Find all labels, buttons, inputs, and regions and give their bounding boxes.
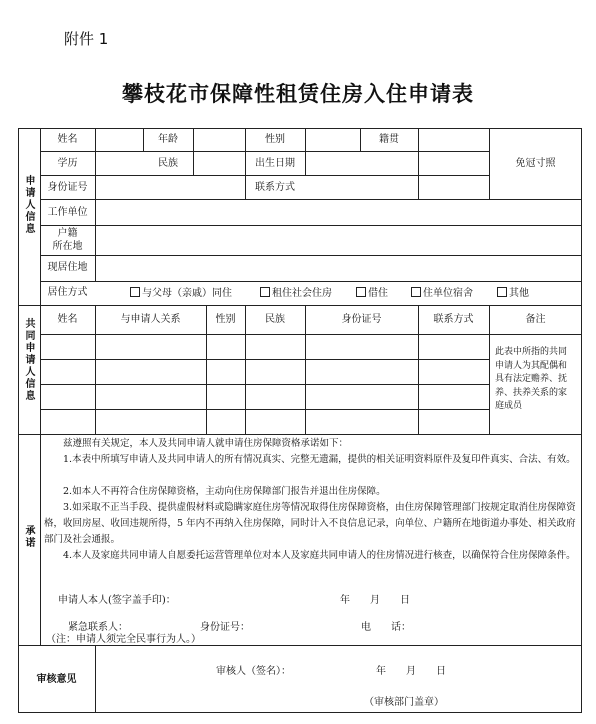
co-header-contact: 联系方式 xyxy=(433,314,474,325)
education-label: 学历 xyxy=(57,158,78,169)
commitment-item-3: 3.如采取不正当手段、提供虚假材料或隐瞒家庭住房等情况取得住房保障资格，由住房保障管理部门按规定取消住房保障资格，收回房屋、收回违规所得，5 年内不再纳入住房保障，同时计入不良信息记录，向单位、户籍所在地街道办事处、相关政府部门及社会通报。 xyxy=(44,502,576,545)
co-header-relation: 与申请人关系 xyxy=(120,314,181,325)
checkbox-icon xyxy=(130,287,140,297)
current-address-label: 现居住地 xyxy=(47,262,88,273)
photo-placeholder: 免冠寸照 xyxy=(515,158,556,169)
commitment-intro: 兹遵照有关规定，本人及共同申请人就申请住房保障资格承诺如下： xyxy=(63,438,349,449)
employer-label: 工作单位 xyxy=(47,207,88,218)
commitment-footnote: （注：申请人须完全民事行为人。） xyxy=(46,634,201,645)
commitment-item-1: 1.本表中所填写申请人及共同申请人的所有情况真实、完整无遗漏，提供的相关证明资料原件及复印件真实、合法、有效。 xyxy=(63,454,576,465)
emergency-contact-label: 紧急联系人： xyxy=(68,622,128,633)
option-borrowed-housing[interactable]: 借住 xyxy=(356,287,388,300)
co-applicant-note: 此表中所指的共同申请人为其配偶和具有法定赡养、抚养、扶养关系的家庭成员 xyxy=(495,347,568,411)
native-place-label: 籍贯 xyxy=(379,134,399,145)
application-form-table xyxy=(18,128,583,714)
age-label: 年龄 xyxy=(158,134,178,145)
gender-label: 性别 xyxy=(265,134,285,145)
option-rent-social-housing[interactable]: 租住社会住房 xyxy=(260,287,332,300)
checkbox-icon xyxy=(260,287,270,297)
id-number-label: 身份证号 xyxy=(47,182,88,193)
review-date: 年 月 日 xyxy=(376,666,446,677)
attachment-label: 附件 1 xyxy=(64,30,109,48)
birth-date-label: 出生日期 xyxy=(255,158,295,169)
commitment-item-4: 4.本人及家庭共同申请人自愿委托运营管理单位对本人及家庭共同申请人的住房情况进行核查，以确保符合住房保障条件。 xyxy=(63,550,576,561)
contact-label: 联系方式 xyxy=(255,182,295,193)
applicant-section-label: 申请人信息 xyxy=(23,175,34,235)
option-live-with-parents[interactable]: 与父母（亲戚）同住 xyxy=(130,287,232,300)
form-title: 攀枝花市保障性租赁住房入住申请表 xyxy=(122,81,474,106)
co-header-id: 身份证号 xyxy=(341,314,382,325)
emergency-phone-label: 电 话： xyxy=(361,622,411,633)
option-other[interactable]: 其他 xyxy=(497,287,529,300)
commitment-section-label: 承诺 xyxy=(23,525,34,549)
checkbox-icon xyxy=(497,287,507,297)
residence-type-label: 居住方式 xyxy=(47,287,88,298)
commitment-item-2: 2.如本人不再符合住房保障资格，主动向住房保障部门报告并退出住房保障。 xyxy=(63,486,386,497)
hukou-label-line1: 户籍 xyxy=(57,228,78,239)
ethnicity-label: 民族 xyxy=(158,158,178,169)
co-header-gender: 性别 xyxy=(215,314,236,325)
co-header-name: 姓名 xyxy=(57,314,78,325)
name-label: 姓名 xyxy=(57,134,78,145)
applicant-signature-label: 申请人本人(签字盖手印)： xyxy=(58,595,176,606)
review-stamp-label: （审核部门盖章） xyxy=(364,697,444,708)
co-header-remark: 备注 xyxy=(525,314,546,325)
checkbox-icon xyxy=(356,287,366,297)
reviewer-signature-label: 审核人（签名）： xyxy=(216,666,291,677)
checkbox-icon xyxy=(411,287,421,297)
option-company-dorm[interactable]: 住单位宿舍 xyxy=(411,287,473,300)
co-applicant-section-label: 共同申请人信息 xyxy=(23,318,34,402)
review-section-label: 审核意见 xyxy=(36,674,77,685)
co-header-ethnicity: 民族 xyxy=(265,314,285,325)
hukou-label-line2: 所在地 xyxy=(52,241,83,252)
signature-date: 年 月 日 xyxy=(340,595,410,606)
emergency-id-label: 身份证号： xyxy=(200,622,250,633)
